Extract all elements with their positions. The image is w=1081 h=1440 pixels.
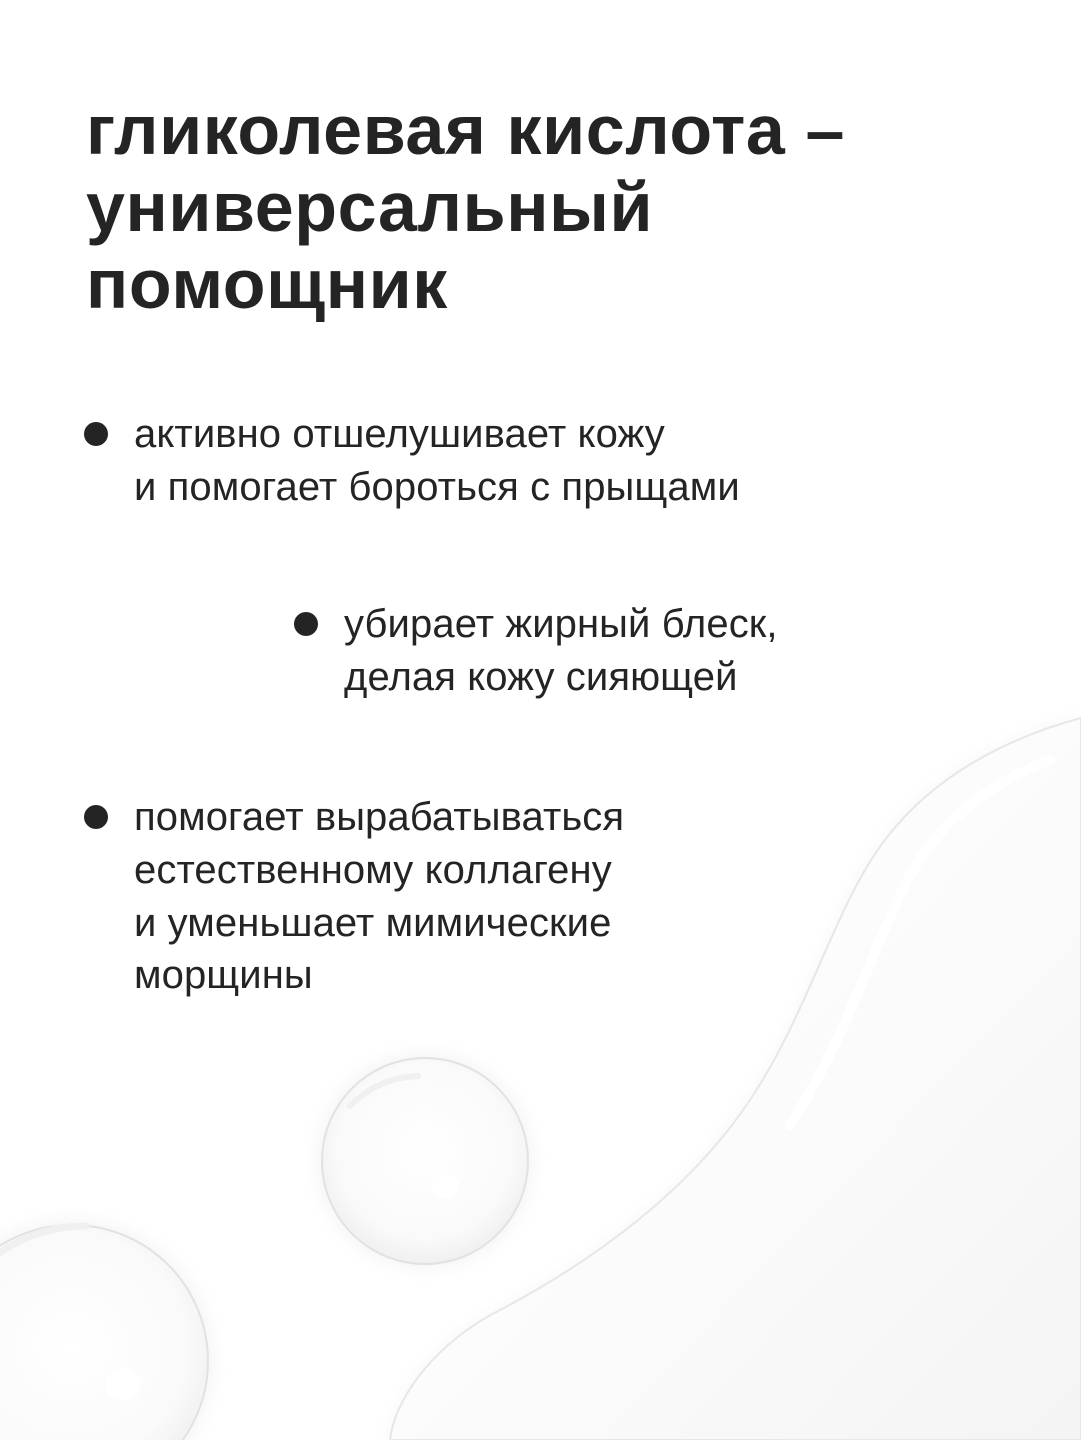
benefit-line: делая кожу сияющей (344, 654, 738, 699)
benefit-item-shine-control (294, 598, 1054, 704)
headline (86, 92, 986, 323)
gel-drop-left (0, 1220, 213, 1440)
benefit-line: морщины (134, 953, 313, 998)
benefit-text (134, 791, 984, 1002)
bullet-dot-icon (294, 612, 318, 636)
benefit-line: активно отшелушивает кожу (134, 412, 665, 456)
benefit-line: и помогает бороться с прыщами (134, 464, 740, 509)
headline-line-3: помощник (86, 245, 448, 323)
benefit-text (134, 408, 984, 514)
benefit-line: убирает жирный блеск, (344, 602, 778, 646)
benefit-item-collagen (84, 791, 984, 1002)
benefit-line: естественному коллагену (134, 847, 612, 892)
benefit-line: и уменьшает мимические (134, 900, 612, 945)
benefit-text (344, 598, 1054, 704)
headline-line-1: гликолевая кислота – (86, 91, 845, 169)
headline-line-2: универсальный (86, 168, 654, 246)
gel-drop-center (317, 1053, 533, 1269)
bullet-dot-icon (84, 422, 108, 446)
bullet-dot-icon (84, 805, 108, 829)
benefit-line: помогает вырабатываться (134, 795, 625, 839)
benefit-item-exfoliation (84, 408, 984, 514)
